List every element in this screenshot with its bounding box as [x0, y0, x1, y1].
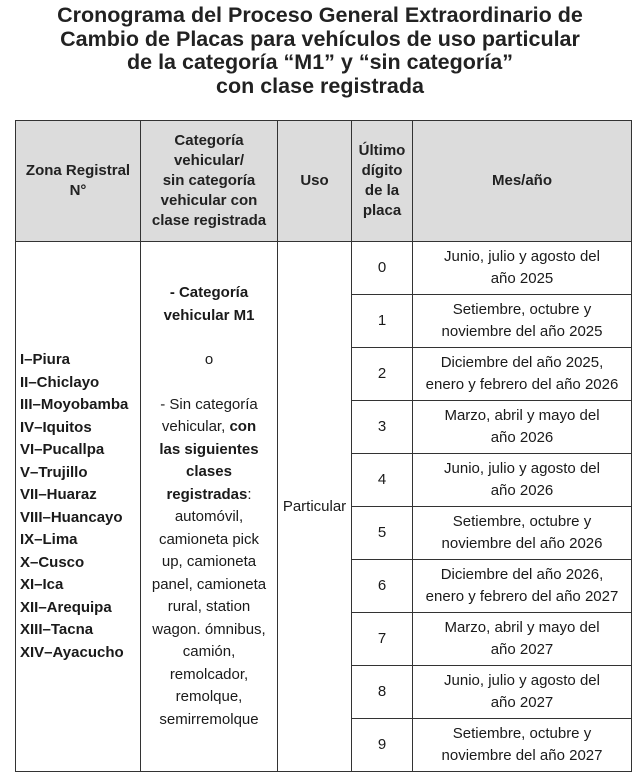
mes-line: año 2026 — [490, 429, 554, 446]
zone-item: I–Piura — [20, 351, 71, 368]
header-cat-line: Categoría — [174, 132, 244, 149]
cat-clase: panel, camioneta — [151, 575, 267, 593]
header-digito-line: de la — [364, 182, 400, 199]
mes-line: Marzo, abril y mayo del — [444, 619, 600, 636]
cat-clase: up, camioneta — [161, 553, 257, 570]
header-digito-line: dígito — [361, 162, 403, 179]
uso-cell: Particular — [278, 242, 352, 772]
cat-m1-line: vehicular M1 — [163, 306, 255, 324]
mes-cell — [413, 295, 632, 348]
digit-cell: 9 — [352, 719, 413, 772]
mes-line: Junio, julio y agosto del — [444, 248, 600, 265]
mes-line: año 2027 — [490, 694, 554, 711]
zone-item: III–Moyobamba — [20, 396, 129, 413]
title-line: Cambio de Placas para vehículos de uso particular — [60, 26, 580, 51]
header-cat-line: sin categoría — [162, 172, 256, 189]
mes-cell — [413, 242, 632, 295]
digit-cell: 0 — [352, 242, 413, 295]
header-cat-line: clase registrada — [151, 212, 267, 229]
mes-line: Diciembre del año 2026, — [440, 566, 604, 583]
zone-item: XIII–Tacna — [20, 621, 94, 638]
header-digito-line: Último — [358, 142, 406, 159]
title-line: con clase registrada — [216, 73, 424, 98]
digit-cell: 1 — [352, 295, 413, 348]
mes-cell — [413, 560, 632, 613]
mes-line: noviembre del año 2027 — [441, 747, 603, 764]
cat-bold-line: clases — [186, 463, 232, 480]
mes-line: Junio, julio y agosto del — [444, 460, 600, 477]
mes-cell — [413, 666, 632, 719]
cat-clase: remolque, — [175, 688, 243, 705]
header-categoria — [141, 121, 278, 242]
mes-cell — [413, 613, 632, 666]
cat-m1-line: - Categoría — [169, 284, 249, 301]
zone-item: X–Cusco — [20, 553, 85, 571]
cat-colon: : — [247, 485, 252, 503]
zone-item: VIII–Huancayo — [20, 508, 123, 526]
mes-line: Setiembre, octubre y — [452, 513, 592, 530]
cat-clase: automóvil, — [174, 508, 244, 525]
cat-clase: rural, station — [167, 598, 251, 615]
header-zona-line: N° — [69, 182, 87, 199]
cat-clase: remolcador, — [169, 665, 249, 683]
mes-line: enero y febrero del año 2026 — [425, 376, 619, 393]
mes-line: noviembre del año 2025 — [441, 323, 603, 340]
mes-line: Marzo, abril y mayo del — [444, 407, 600, 424]
header-zona — [16, 121, 141, 242]
mes-line: Setiembre, octubre y — [452, 301, 592, 318]
header-digito — [352, 121, 413, 242]
mes-cell — [413, 454, 632, 507]
cat-sin-text: vehicular, — [161, 418, 226, 435]
cat-clase: camión, — [182, 643, 236, 660]
mes-line: Setiembre, octubre y — [452, 725, 592, 742]
digit-cell: 3 — [352, 401, 413, 454]
zone-item: V–Trujillo — [20, 463, 88, 481]
cat-clase: semirremolque — [159, 710, 259, 728]
document-title — [0, 4, 640, 98]
mes-line: Diciembre del año 2025, — [440, 354, 604, 371]
mes-cell — [413, 348, 632, 401]
cat-clase: wagon. ómnibus, — [152, 620, 266, 638]
mes-line: año 2026 — [490, 482, 554, 499]
cat-registradas: registradas — [166, 485, 248, 503]
cat-registradas-line — [144, 484, 274, 507]
mes-cell — [413, 507, 632, 560]
header-mes: Mes/año — [413, 121, 632, 242]
mes-line: año 2025 — [490, 270, 554, 287]
zone-item: IX–Lima — [20, 531, 78, 548]
header-zona-line: Zona Registral — [25, 162, 131, 179]
zone-item: II–Chiclayo — [20, 373, 100, 391]
mes-line: noviembre del año 2026 — [441, 535, 603, 552]
cat-sin-line — [144, 416, 274, 439]
zone-item: XII–Arequipa — [20, 598, 112, 616]
mes-line: año 2027 — [490, 641, 554, 658]
cat-clase: camioneta pick — [158, 530, 260, 548]
digit-cell: 8 — [352, 666, 413, 719]
cat-or: o — [204, 351, 214, 368]
cat-sin-line: - Sin categoría — [160, 395, 258, 413]
mes-line: enero y febrero del año 2027 — [425, 588, 619, 605]
digit-cell: 6 — [352, 560, 413, 613]
categoria-cell — [141, 242, 278, 772]
header-cat-line: vehicular con — [160, 192, 258, 209]
header-digito-line: placa — [362, 202, 402, 219]
mes-line: Junio, julio y agosto del — [444, 672, 600, 689]
schedule-table — [15, 120, 632, 772]
title-line: de la categoría “M1” y “sin categoría” — [127, 50, 513, 74]
zone-item: XI–Ica — [20, 576, 64, 593]
zone-item: XIV–Ayacucho — [20, 643, 124, 661]
zone-item: VII–Huaraz — [20, 486, 97, 503]
mes-cell — [413, 401, 632, 454]
digit-cell: 2 — [352, 348, 413, 401]
title-line: Cronograma del Proceso General Extraordinario de — [57, 3, 583, 27]
mes-cell — [413, 719, 632, 772]
digit-cell: 7 — [352, 613, 413, 666]
digit-cell: 4 — [352, 454, 413, 507]
zones-cell — [16, 242, 141, 772]
header-uso: Uso — [278, 121, 352, 242]
zone-item: IV–Iquitos — [20, 418, 92, 436]
cat-con: con — [229, 418, 257, 435]
digit-cell: 5 — [352, 507, 413, 560]
cat-bold-line: las siguientes — [159, 440, 259, 458]
header-cat-line: vehicular/ — [173, 152, 245, 169]
zone-item: VI–Pucallpa — [20, 441, 105, 458]
